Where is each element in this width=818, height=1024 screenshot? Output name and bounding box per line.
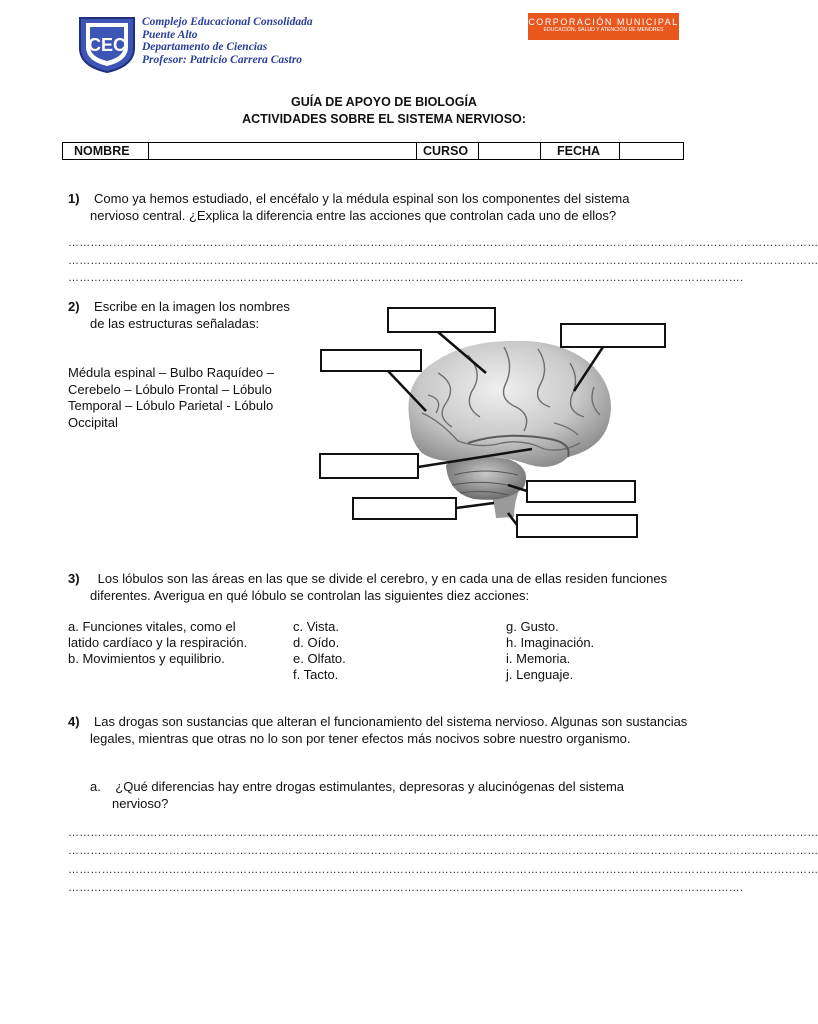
guide-subtitle: ACTIVIDADES SOBRE EL SISTEMA NERVIOSO: xyxy=(242,112,526,126)
question-2 xyxy=(68,299,295,332)
question-3 xyxy=(68,571,710,604)
corporation-logo xyxy=(528,13,679,40)
action-item: a. Funciones vitales, como el latido cardíaco y la respiración. xyxy=(68,619,248,650)
answer-line[interactable]: ………………………………………………………………………………………………………………………………………………………………. xyxy=(68,272,744,284)
course-field[interactable] xyxy=(479,143,541,159)
corp-title: CORPORACIÓN MUNICIPAL xyxy=(528,17,679,27)
action-item: h. Imaginación. xyxy=(506,635,595,650)
label-box xyxy=(561,324,665,347)
answer-line[interactable]: ………………………………………………………………………………………………………………………………………………………………. xyxy=(68,882,744,894)
school-logo xyxy=(76,14,138,74)
answer-line[interactable]: ………………………………………………………………………………………………………………………………………………………………………………… xyxy=(68,827,818,839)
corp-subtitle: EDUCACIÓN, SALUD Y ATENCIÓN DE MENORES xyxy=(543,27,664,33)
question-3-text: Los lóbulos son las áreas en las que se divide el cerebro, y en cada una de ellas residen funciones diferentes. Averigua en qué lóbulo se controlan las siguientes diez acciones: xyxy=(90,571,668,603)
department: Departamento de Ciencias xyxy=(142,41,268,53)
question-2-text: Escribe en la imagen los nombres de las estructuras señaladas: xyxy=(90,299,290,331)
question-4a-text: ¿Qué diferencias hay entre drogas estimulantes, depresoras y alucinógenas del sistema nervioso? xyxy=(112,779,625,811)
question-4a-label: a. xyxy=(90,779,101,794)
label-box xyxy=(321,350,421,371)
date-label: FECHA xyxy=(541,143,620,159)
question-4-number: 4) xyxy=(68,714,80,729)
answer-line[interactable]: ………………………………………………………………………………………………………………………………………………………………………………… xyxy=(68,845,818,857)
action-item: i. Memoria. xyxy=(506,651,571,666)
question-1-number: 1) xyxy=(68,191,80,206)
question-1 xyxy=(68,191,680,224)
brain-diagram xyxy=(318,303,670,545)
action-item: j. Lenguaje. xyxy=(506,667,574,682)
student-info-table xyxy=(62,142,684,160)
action-item: e. Olfato. xyxy=(293,651,346,666)
actions-column-2 xyxy=(293,619,443,683)
date-field[interactable] xyxy=(620,143,681,159)
question-4a xyxy=(90,779,682,812)
school-name: Complejo Educacional Consolidada xyxy=(142,16,313,28)
logo-text: CEC xyxy=(87,35,127,55)
name-label: NOMBRE xyxy=(63,143,149,159)
question-3-number: 3) xyxy=(68,571,80,586)
label-box xyxy=(527,481,635,502)
action-item: c. Vista. xyxy=(293,619,340,634)
action-item: b. Movimientos y equilibrio. xyxy=(68,651,225,666)
school-city: Puente Alto xyxy=(142,28,198,41)
answer-line[interactable]: ………………………………………………………………………………………………………………………………………………………………………………… xyxy=(68,255,818,267)
question-4 xyxy=(68,714,690,747)
action-item: f. Tacto. xyxy=(293,667,339,682)
course-label: CURSO xyxy=(417,143,479,159)
action-item: g. Gusto. xyxy=(506,619,559,634)
actions-column-3 xyxy=(506,619,666,683)
action-item: d. Oído. xyxy=(293,635,340,650)
brain-illustration xyxy=(318,303,670,545)
answer-line[interactable]: ………………………………………………………………………………………………………………………………………………………………………………… xyxy=(68,237,818,249)
question-4-text: Las drogas son sustancias que alteran el funcionamiento del sistema nervioso. Algunas son sustancias legales, mientras que otras no lo son por tener efectos más nocivos sobre nuestro organismo. xyxy=(90,714,688,746)
actions-column-1 xyxy=(68,619,258,667)
question-2-number: 2) xyxy=(68,299,80,314)
teacher: Profesor: Patricio Carrera Castro xyxy=(142,53,303,66)
answer-line[interactable]: ………………………………………………………………………………………………………………………………………………………………………………… xyxy=(68,864,818,876)
label-box xyxy=(353,498,456,519)
question-1-text: Como ya hemos estudiado, el encéfalo y la médula espinal son los componentes del sistema nervioso central. ¿Explica la diferencia entre las acciones que controlan cada uno de ellos? xyxy=(90,191,630,223)
guide-title: GUÍA DE APOYO DE BIOLOGÍA xyxy=(291,95,477,109)
name-field[interactable] xyxy=(149,143,417,159)
school-info xyxy=(142,16,313,66)
label-box xyxy=(517,515,637,537)
structure-list: Médula espinal – Bulbo Raquídeo – Cerebelo – Lóbulo Frontal – Lóbulo Temporal – Lóbulo Parietal - Lóbulo Occipital xyxy=(68,365,274,430)
label-box xyxy=(388,308,495,332)
label-box xyxy=(320,454,418,478)
